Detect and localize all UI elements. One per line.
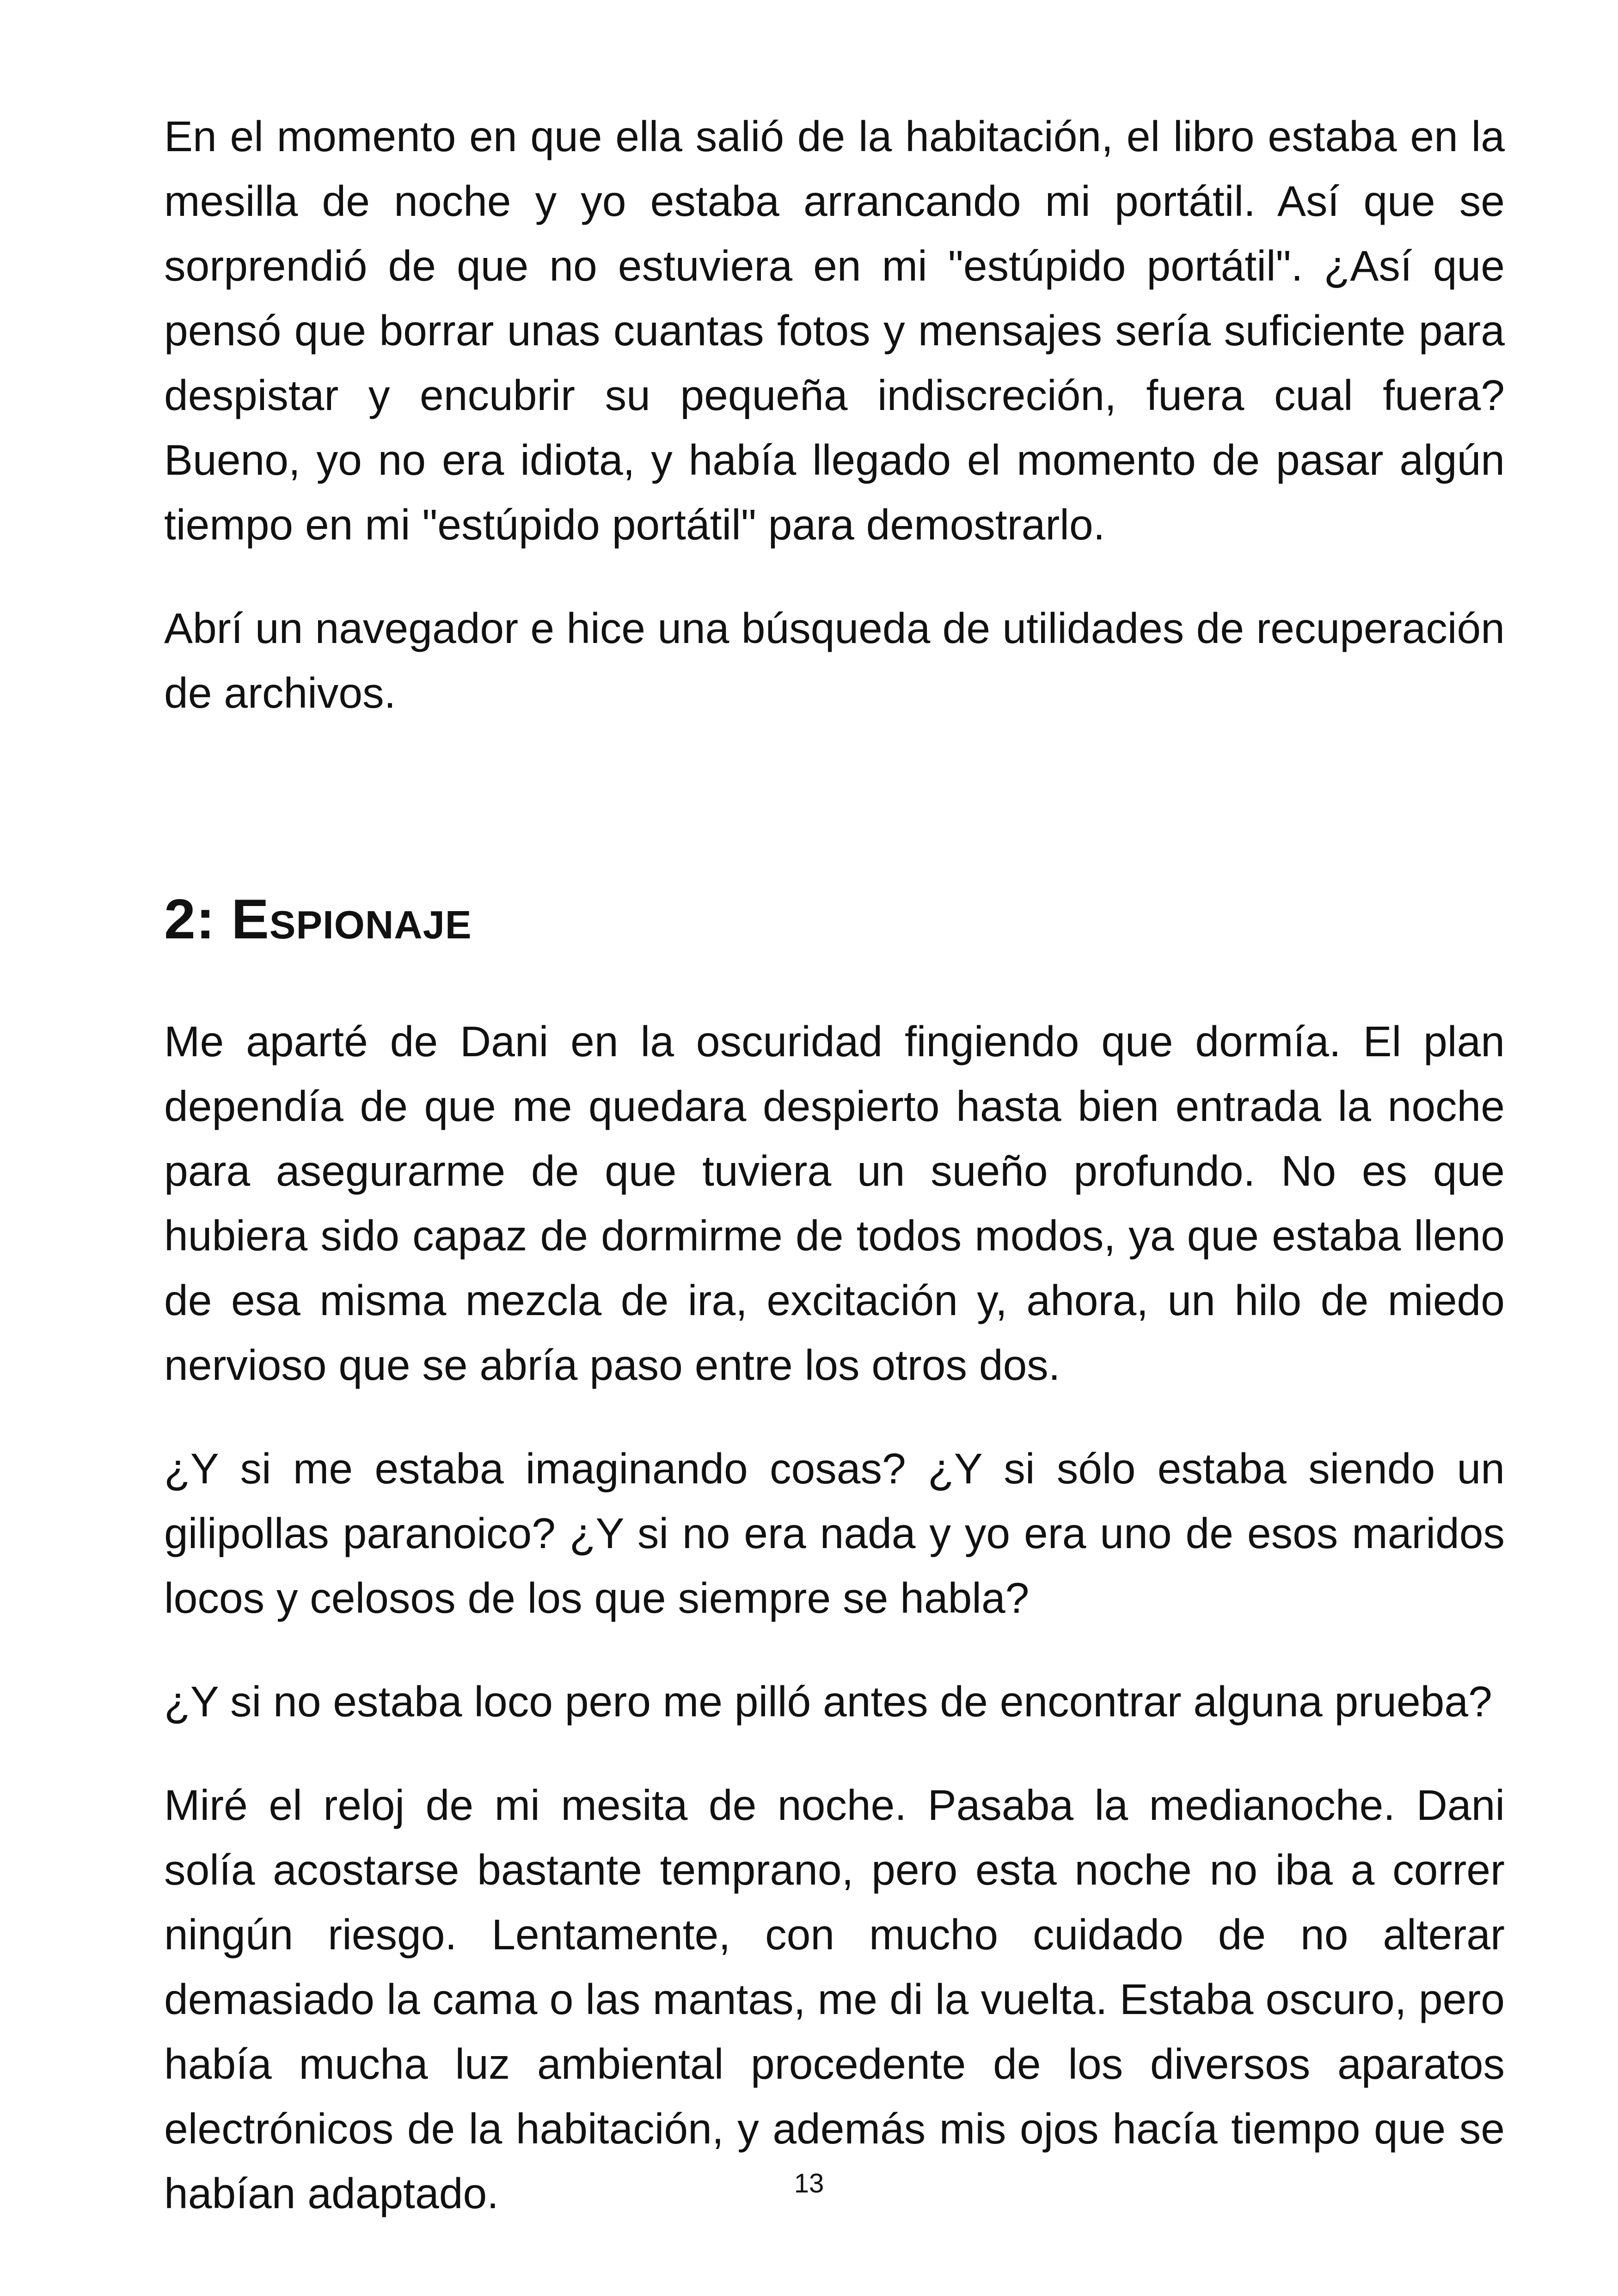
paragraph: Miré el reloj de mi mesita de noche. Pasaba la medianoche. Dani solía acostarse bastante temprano, pero esta noche no iba a correr ningún riesgo. Lentamente, con mucho cuidado de no alterar demasiado la cama o las mantas, me di la vuelta. Estaba oscuro, pero había mucha luz ambiental procedente de los diversos aparatos electrónicos de la habitación, y además mis ojos hacía tiempo que se habían adaptado. <box>164 1781 1505 2217</box>
paragraph: Abrí un navegador e hice una búsqueda de utilidades de recuperación de archivos. <box>164 604 1505 717</box>
paragraph: ¿Y si no estaba loco pero me pilló antes de encontrar alguna prueba? <box>164 1678 1492 1726</box>
paragraph: ¿Y si me estaba imaginando cosas? ¿Y si sólo estaba siendo un gilipollas paranoico? ¿Y si no era nada y yo era uno de esos maridos locos y celosos de los que siempre se habla? <box>164 1445 1505 1622</box>
page-number: 13 <box>794 2168 824 2198</box>
section-spacer <box>164 764 1505 884</box>
chapter-heading: 2: Espionaje <box>164 888 472 950</box>
document-page <box>164 104 1505 2265</box>
paragraph: En el momento en que ella salió de la habitación, el libro estaba en la mesilla de noche y yo estaba arrancando mi portátil. Así que se sorprendió de que no estuviera en mi "estúpido portátil". ¿Así que pensó que borrar unas cuantas fotos y mensajes sería suficiente para despistar y encubrir su pequeña indiscreción, fuera cual fuera? Bueno, yo no era idiota, y había llegado el momento de pasar algún tiempo en mi "estúpido portátil" para demostrarlo. <box>164 112 1505 549</box>
paragraph: Me aparté de Dani en la oscuridad fingiendo que dormía. El plan dependía de que me quedara despierto hasta bien entrada la noche para asegurarme de que tuviera un sueño profundo. No es que hubiera sido capaz de dormirme de todos modos, ya que estaba lleno de esa misma mezcla de ira, excitación y, ahora, un hilo de miedo nervioso que se abría paso entre los otros dos. <box>164 1017 1505 1389</box>
